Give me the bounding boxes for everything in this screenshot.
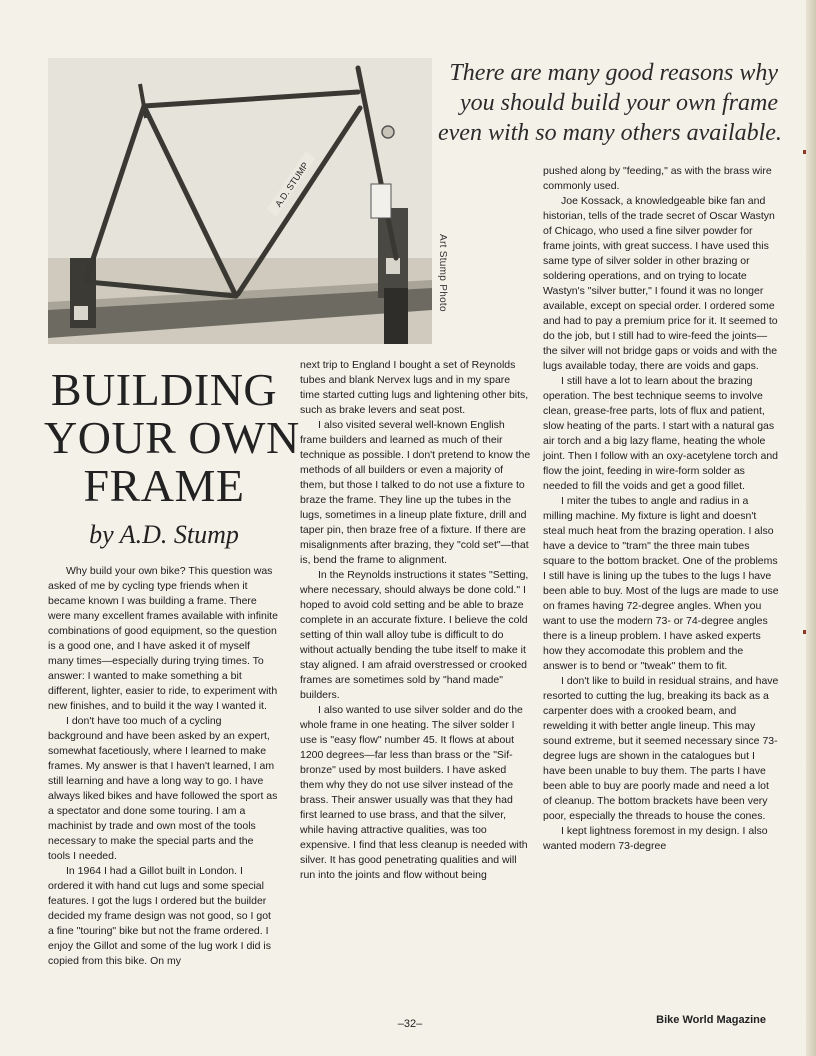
paragraph: I kept lightness foremost in my design. I also wanted modern 73-degree	[543, 825, 768, 852]
paragraph: I still have a lot to learn about the brazing operation. The best technique seems to involve clean, grease-free parts, lots of flux and patient, slow heating of the parts. I start with a natural gas air torch and a big lazy flame, heating the whole joint. Then I follow with an oxy-acetylene torch and flow the joint, feeding in wire-form solder as needed to fill the voids and get a good fillet.	[543, 375, 779, 492]
page-number: –32–	[397, 1018, 423, 1030]
paragraph: pushed along by "feeding," as with the brass wire commonly used.	[543, 165, 772, 192]
paragraph: I don't have too much of a cycling background and have been asked by an expert, somewhat facetiously, where I learned to make frames. My answer is that I haven't learned, I am still learning and have a long way to go. I have always liked bikes and have followed the sport as a spectator and done some touring. I am a machinist by trade and own most of the tools necessary to make the special parts and the tools I needed.	[48, 715, 278, 862]
paragraph: I also visited several well-known English frame builders and learned as much of their technique as possible. I don't pretend to know the methods of all builders or even a majority of them, but those I talked to do not use a fixture to braze the frame. They line up the tubes in the lugs, sometimes in a lineup plate fixture, drill and taper pin, then braze free of a fixture. If there are misalignments after brazing, they "cold set"—that is, bend the frame to alignment.	[300, 419, 531, 566]
title-line: FRAME	[83, 460, 245, 511]
title-line: BUILDING	[50, 364, 278, 415]
text-column-2	[300, 358, 532, 883]
article-title	[44, 364, 300, 511]
photo-credit: Art Stump Photo	[437, 234, 448, 312]
article-tagline	[438, 58, 782, 148]
paragraph: I don't like to build in residual strains, and have resorted to cutting the lug, breaking its back as a carpenter does with a crooked beam, and rewelding it with better angle lineup. This may sound extreme, but it seemed necessary since 73-degree lugs are shown in the catalogues but I have been unable to buy them. The parts I have been able to buy are poorly made and need a lot of cleanup. The bottom brackets have been very poor, especially the threads to house the cones.	[543, 675, 779, 822]
tagline-line: you should build your own frame	[460, 90, 778, 116]
paragraph: I miter the tubes to angle and radius in a milling machine. My fixture is light and doesn't steal much heat from the brazing operation. I also have a device to "tram" the three main tubes square to the bottom bracket. One of the problems I still have is lining up the tubes to the lugs I have been able to buy. Most of the lugs are made to use on frames having 72-degree angles. When you want to use the modern 73- or 74-degree angles there is a lineup problem. I have asked experts how they accomodate this problem and the answer is to bend or "tweak" them to fit.	[543, 495, 779, 672]
paragraph: Why build your own bike? This question was asked of me by cycling type friends when it became known I was building a frame. There were many excellent frames available with infinite combinations of good equipment, so the question is a good one, and I have asked it of myself many times—especially during trying times. To answer: I wanted to make something a bit different, lighter, easier to ride, to experiment with new finishes, and to build it the way I wanted it.	[48, 565, 278, 712]
frame-in-fixture-illustration	[48, 58, 432, 344]
bicycle-frame-photo	[48, 58, 432, 344]
frame-decal-text: A.D. STUMP	[273, 160, 311, 209]
paragraph: In 1964 I had a Gillot built in London. I ordered it with hand cut lugs and some special features. I got the lugs I ordered but the builder decided my frame design was not good, so I got a fine "touring" bike but not the frame ordered. I enjoy the Gillot and some of the lug work I did is copied from this bike. On my	[48, 865, 271, 967]
author-byline: by A.D. Stump	[89, 520, 239, 549]
tagline-line: There are many good reasons why	[449, 60, 778, 86]
paragraph: In the Reynolds instructions it states "Setting, where necessary, should always be done cold." I hoped to avoid cold setting and be able to braze complete in an accurate fixture. I believe the cold setting of thin wall alloy tube is difficult to do without actually bending the tube itself to make it stay aligned. I am afraid overstressed or crooked frames are sometimes sold by "hand made" builders.	[300, 569, 529, 701]
tagline-line: even with so many others available.	[438, 120, 782, 146]
text-column-1	[48, 564, 278, 969]
edge-mark	[803, 150, 806, 154]
paragraph: Joe Kossack, a knowledgeable bike fan and historian, tells of the trade secret of Oscar Wastyn of Chicago, who used a fine silver powder for frame joints, with great success. I have used this same type of silver solder in other brazing or soldering operations, and on trying to locate Wastyn's "silver butter," I found it was no longer available, except on special order. I ordered some and had to pay a premium price for it. It seemed to do the job, but I still had to wire-feed the joints—the silver will not bridge gaps or voids and with the lugs available today, there are voids and gaps.	[543, 195, 778, 372]
magazine-name: Bike World Magazine	[656, 1014, 766, 1026]
paragraph: I also wanted to use silver solder and do the whole frame in one heating. The silver solder I use is "easy flow" number 45. It flows at about 1200 degrees—far less than brass or the "Sif-bronze" used by most builders. I have asked them why they do not use silver instead of the brass. Their answer usually was that they had first learned to use brass, and that the silver, while having attractive qualities, was too expensive. I find that less cleanup is needed with silver. It has good penetrating qualities and will run into the joints and flow without being	[300, 704, 528, 881]
paragraph: next trip to England I bought a set of Reynolds tubes and blank Nervex lugs and in my spare time started cutting lugs and lightening other bits, such as brake levers and seat post.	[300, 359, 529, 416]
text-column-3	[543, 164, 779, 854]
edge-mark	[803, 630, 806, 634]
title-line: YOUR OWN	[44, 412, 300, 463]
page-edge	[806, 0, 816, 1056]
